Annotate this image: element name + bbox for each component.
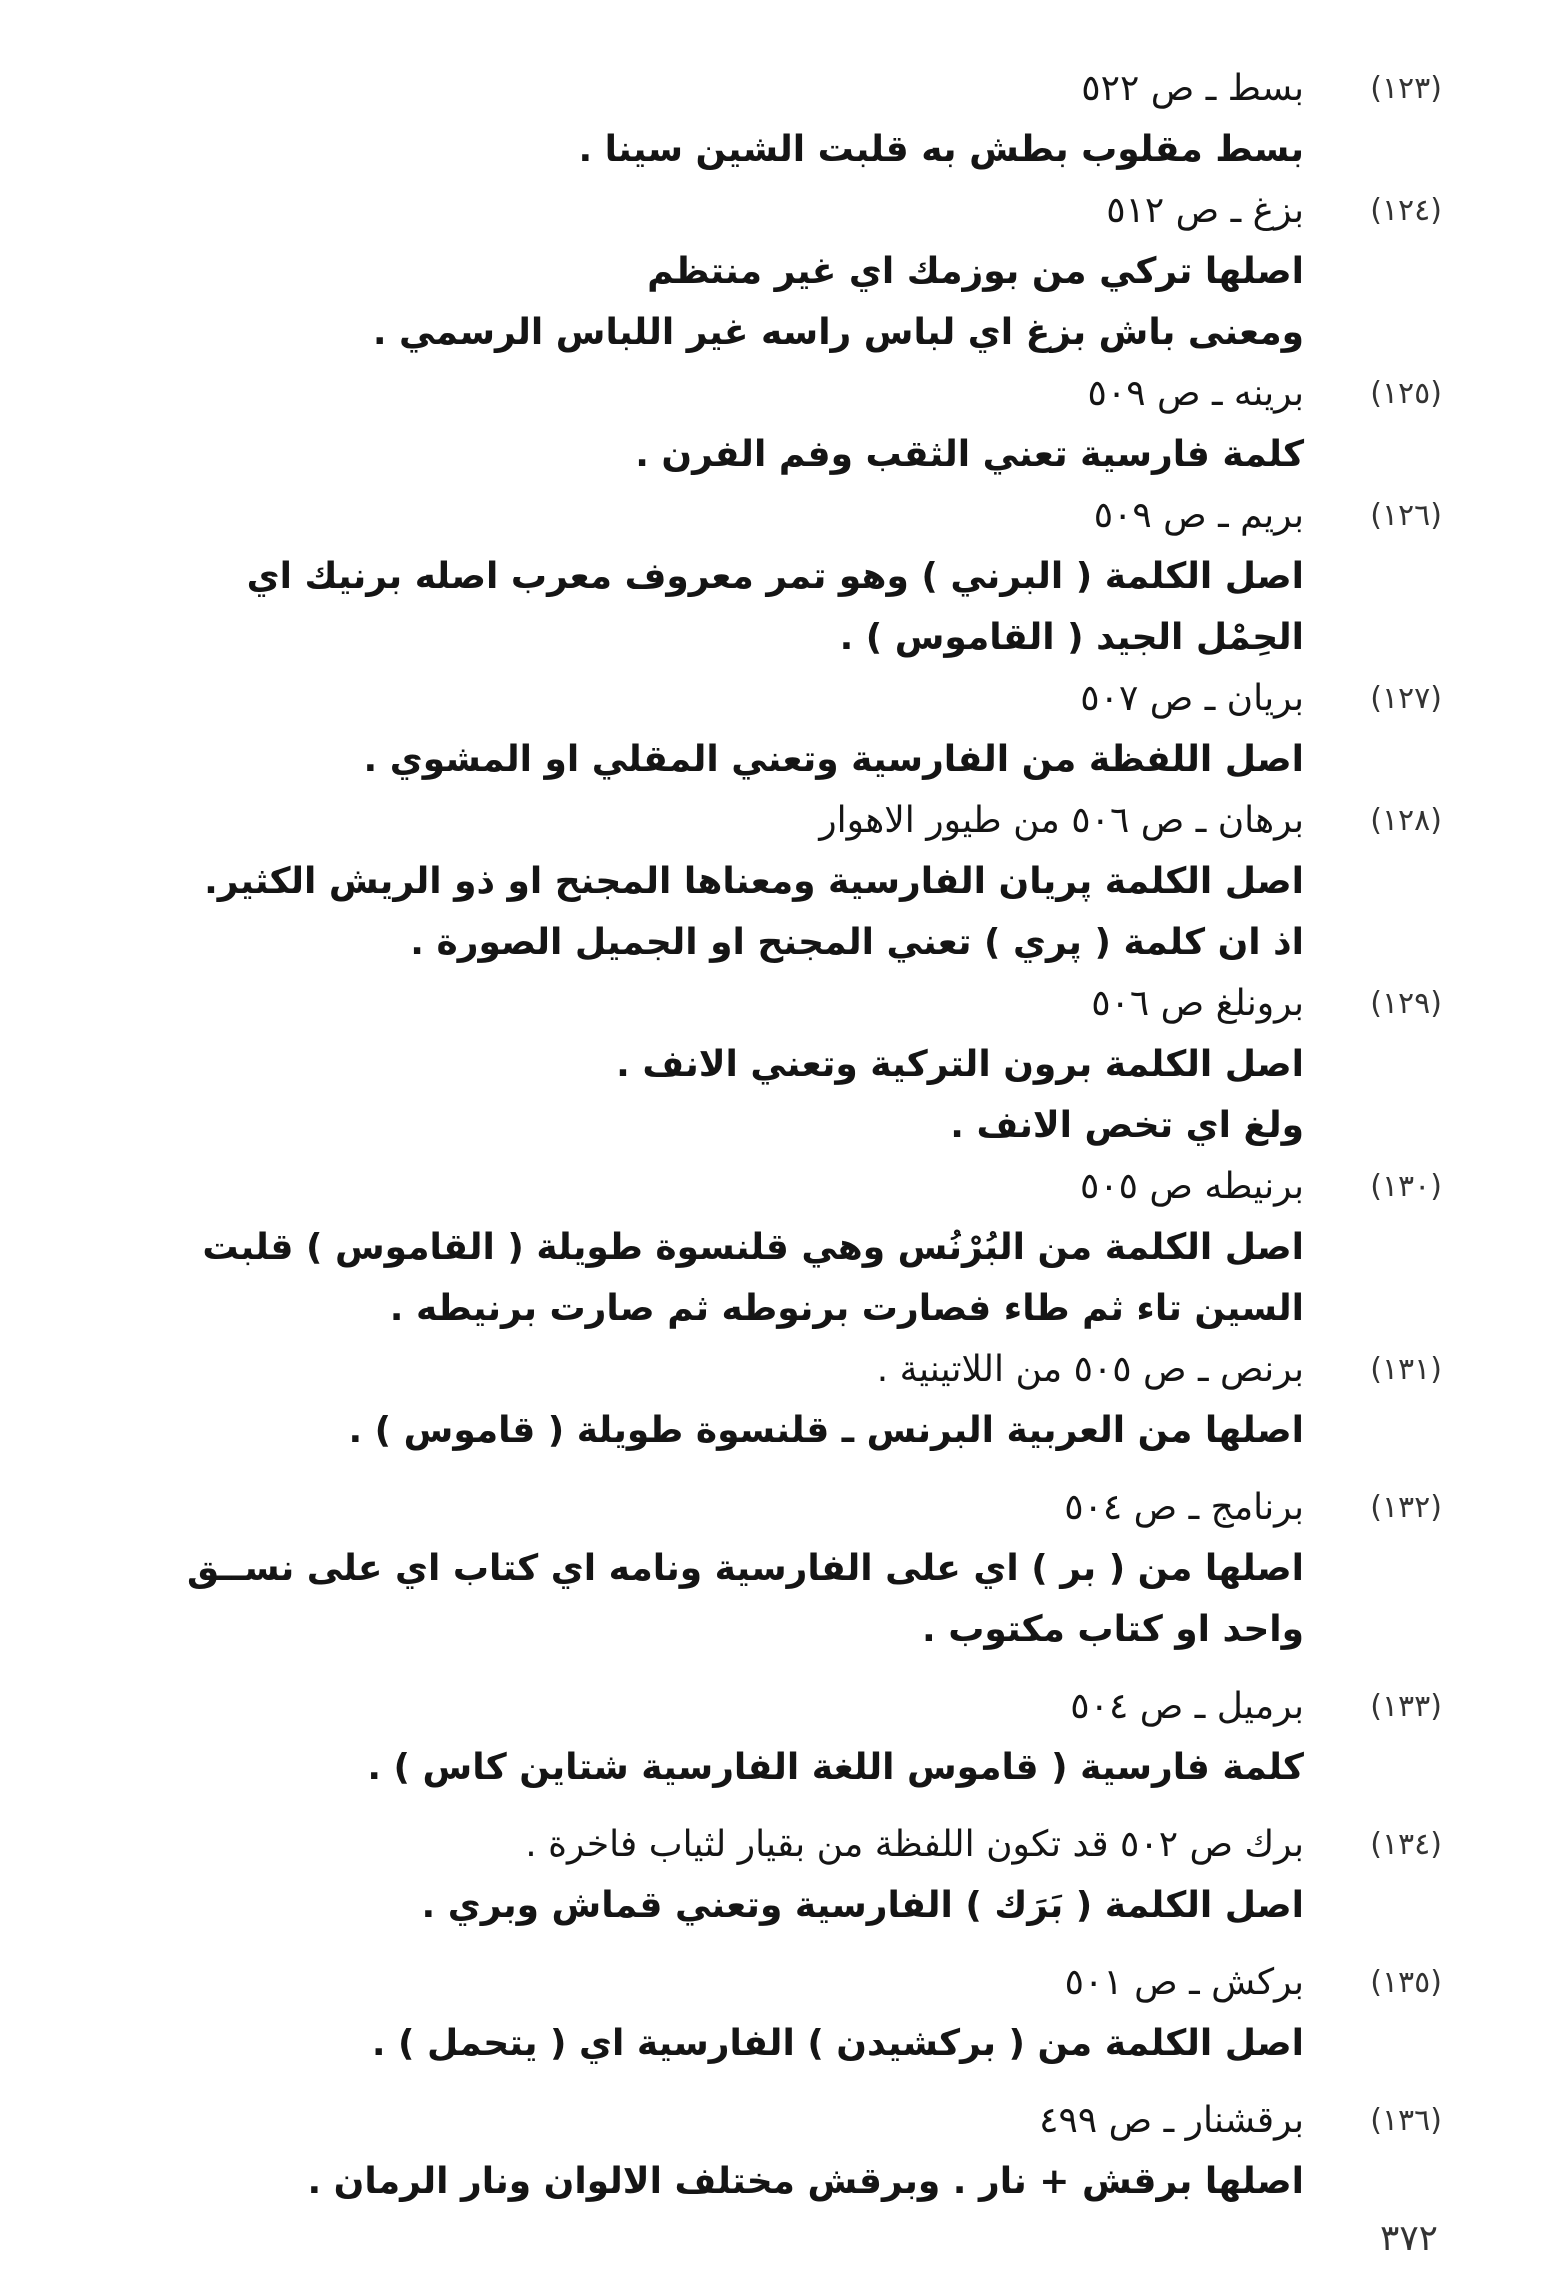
entry-text-line: كلمة فارسية ( قاموس اللغة الفارسية شتاين كاس ) . bbox=[367, 1747, 1304, 1788]
entry-heading: برينه ـ ص ٥٠٩ bbox=[1087, 373, 1304, 414]
entry-heading: بريان ـ ص ٥٠٧ bbox=[1080, 678, 1304, 719]
entry-number: (١٢٥) bbox=[1370, 376, 1442, 411]
entry-heading: برنيطه ص ٥٠٥ bbox=[1079, 1166, 1304, 1207]
dictionary-entry bbox=[0, 790, 1548, 973]
dictionary-entry bbox=[0, 1676, 1548, 1798]
entry-heading: برهان ـ ص ٥٠٦ من طيور الاهوار bbox=[819, 800, 1304, 841]
dictionary-entry bbox=[0, 58, 1548, 180]
entry-text-line: واحد او كتاب مكتوب . bbox=[922, 1609, 1304, 1650]
page-number: ٣٧٢ bbox=[1379, 2218, 1438, 2259]
entry-heading: برقشنار ـ ص ٤٩٩ bbox=[1039, 2100, 1304, 2141]
entry-text-line: اصل اللفظة من الفارسية وتعني المقلي او المشوي . bbox=[363, 739, 1304, 780]
entry-text-line: ومعنى باش بزغ اي لباس راسه غير اللباس الرسمي . bbox=[372, 312, 1304, 353]
entry-text-line: اصلها من العربية البرنس ـ قلنسوة طويلة ( قاموس ) . bbox=[348, 1410, 1304, 1451]
entry-number: (١٣١) bbox=[1370, 1352, 1442, 1387]
entry-text-line: السين تاء ثم طاء فصارت برنوطه ثم صارت برنيطه . bbox=[389, 1288, 1304, 1329]
entry-heading: برنص ـ ص ٥٠٥ من اللاتينية . bbox=[876, 1349, 1304, 1390]
entry-heading: برنامج ـ ص ٥٠٤ bbox=[1064, 1487, 1304, 1528]
entry-number: (١٢٩) bbox=[1370, 986, 1442, 1021]
entry-number: (١٣٤) bbox=[1370, 1827, 1442, 1862]
entry-heading: بزغ ـ ص ٥١٢ bbox=[1106, 190, 1304, 231]
dictionary-entry bbox=[0, 1814, 1548, 1936]
dictionary-entry bbox=[0, 668, 1548, 790]
entry-text-line: ولغ اي تخص الانف . bbox=[950, 1105, 1304, 1146]
entry-number: (١٢٨) bbox=[1370, 803, 1442, 838]
entry-number: (١٣٦) bbox=[1370, 2103, 1442, 2138]
entry-text-line: اذ ان كلمة ( پري ) تعني المجنح او الجميل الصورة . bbox=[410, 922, 1304, 963]
dictionary-entry bbox=[0, 1477, 1548, 1660]
entry-heading: برونلغ ص ٥٠٦ bbox=[1091, 983, 1304, 1024]
dictionary-entry bbox=[0, 180, 1548, 363]
entry-text-line: اصل الكلمة ( البرني ) وهو تمر معروف معرب اصله برنيك اي bbox=[246, 556, 1304, 597]
entry-number: (١٣٥) bbox=[1370, 1965, 1442, 2000]
dictionary-entry bbox=[0, 2090, 1548, 2212]
entry-text-line: اصل الكلمة برون التركية وتعني الانف . bbox=[616, 1044, 1304, 1085]
entry-number: (١٢٧) bbox=[1370, 681, 1442, 716]
entry-number: (١٢٤) bbox=[1370, 193, 1442, 228]
dictionary-entries bbox=[0, 58, 1548, 2212]
entry-heading: برميل ـ ص ٥٠٤ bbox=[1070, 1686, 1304, 1727]
entry-number: (١٢٣) bbox=[1370, 71, 1442, 106]
entry-text-line: الحِمْل الجيد ( القاموس ) . bbox=[839, 617, 1304, 658]
entry-number: (١٣٢) bbox=[1370, 1490, 1442, 1525]
entry-number: (١٣٠) bbox=[1370, 1169, 1442, 1204]
entry-heading: بريم ـ ص ٥٠٩ bbox=[1093, 495, 1304, 536]
dictionary-entry bbox=[0, 1339, 1548, 1461]
entry-text-line: كلمة فارسية تعني الثقب وفم الفرن . bbox=[635, 434, 1304, 475]
entry-text-line: اصل الكلمة من ( بركشيدن ) الفارسية اي ( يتحمل ) . bbox=[371, 2023, 1304, 2064]
entry-text-line: بسط مقلوب بطش به قلبت الشين سينا . bbox=[578, 129, 1304, 170]
dictionary-entry bbox=[0, 1156, 1548, 1339]
entry-text-line: اصل الكلمة من البُرْنُس وهي قلنسوة طويلة ( القاموس ) قلبت bbox=[202, 1227, 1304, 1268]
entry-number: (١٣٣) bbox=[1370, 1689, 1442, 1724]
entry-heading: بسط ـ ص ٥٢٢ bbox=[1081, 68, 1304, 109]
entry-text-line: اصل الكلمة پريان الفارسية ومعناها المجنح او ذو الريش الكثير. bbox=[204, 861, 1304, 902]
dictionary-entry bbox=[0, 363, 1548, 485]
dictionary-entry bbox=[0, 1952, 1548, 2074]
entry-text-line: اصلها من ( بر ) اي على الفارسية ونامه اي كتاب اي على نســق bbox=[187, 1548, 1304, 1589]
entry-text-line: اصلها برقش + نار . وبرقش مختلف الالوان ونار الرمان . bbox=[307, 2161, 1304, 2202]
entry-text-line: اصلها تركي من بوزمك اي غير منتظم bbox=[647, 251, 1304, 292]
entry-heading: بركش ـ ص ٥٠١ bbox=[1064, 1962, 1304, 2003]
entry-number: (١٢٦) bbox=[1370, 498, 1442, 533]
entry-text-line: اصل الكلمة ( بَرَك ) الفارسية وتعني قماش وبري . bbox=[421, 1885, 1304, 1926]
dictionary-entry bbox=[0, 973, 1548, 1156]
dictionary-entry bbox=[0, 485, 1548, 668]
entry-heading: برك ص ٥٠٢ قد تكون اللفظة من بقيار لثياب فاخرة . bbox=[525, 1824, 1304, 1865]
